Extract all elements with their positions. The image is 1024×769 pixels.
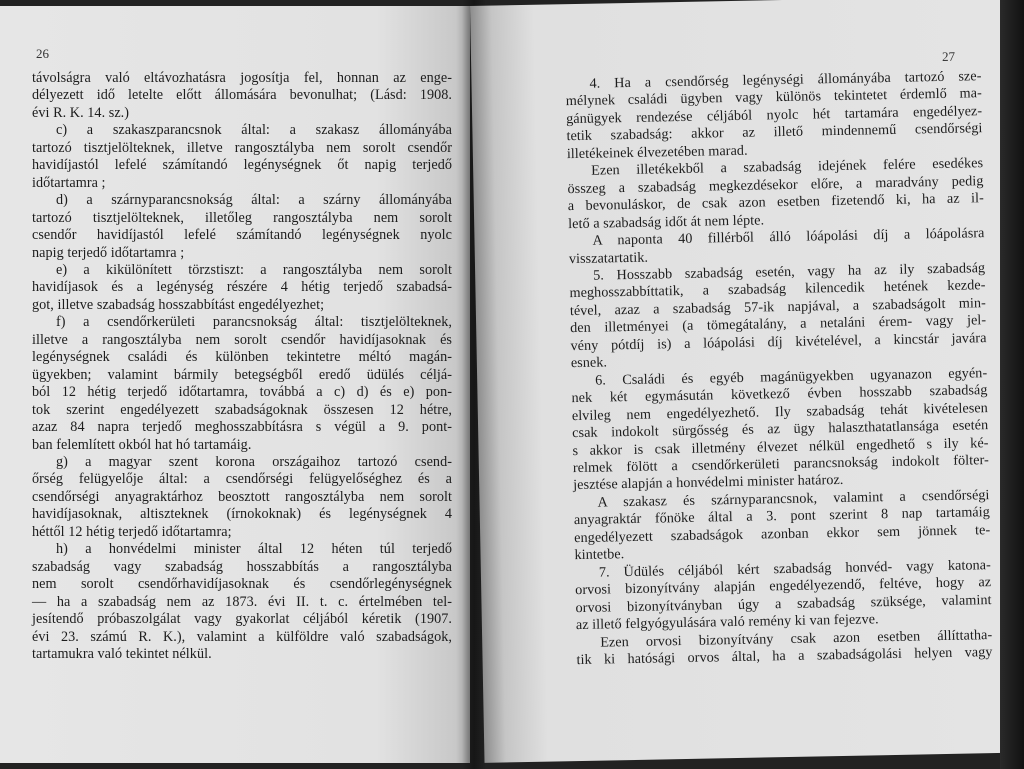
text-line: Ezen orvosi bizonyítvány csak azon esetben állíttatha-	[600, 626, 993, 651]
text-line: jesztése alapján a honvédelmi minister határoz.	[573, 472, 844, 494]
text-line: összeg a szabadság megkezdésekor előre, a maradvány pedig	[567, 172, 984, 197]
text-line: s akkor is csak illetmény élvezet nélkül engedhető s ily ké-	[572, 434, 989, 459]
text-line: havidíjastól lefelé számítandó legénységnek őt napig terjedő	[32, 157, 452, 174]
text-line: nek két egymásután következő évben hosszabb szabadság	[571, 382, 988, 407]
text-line: 5. Hosszabb szabadság esetén, vagy ha az ily szabadság	[593, 260, 986, 284]
text-line: havidíjasok és a legénység részére 4 hétig terjedő szabadsá-	[32, 279, 452, 296]
text-line: ból 12 hétig terjedő időtartamra, továbbá a c) d) és e) pon-	[32, 384, 452, 401]
text-line: e) a kikülönített törzstiszt: a rangosztályba nem sorolt	[56, 261, 452, 278]
text-line: őrség felügyelője által: a csendőrségi felügyelőséghez és a	[32, 471, 452, 488]
text-line: A szakasz és szárnyparancsnok, valamint a csendőrségi	[597, 486, 990, 511]
text-line: illetve a rangosztályba nem sorolt csendőr havidíjasoknak és	[32, 331, 452, 348]
text-line: a bevonuláskor, de csak azon esetben fizetendő ki, ha az il-	[567, 190, 984, 215]
text-line: azaz 84 napra terjedő meghosszabbításra s végül a 9. pont-	[32, 419, 452, 436]
text-line: 6. Családi és egyéb magánügyekben ugyanazon egyén-	[595, 364, 988, 389]
right-page-text	[565, 68, 992, 669]
text-line: illetékeinek élvezetében marad.	[566, 142, 748, 162]
text-line: ban felemlített okból hat hó tartamáig.	[32, 436, 252, 453]
text-line: elvileg nem engedélyezhető. Ily szabadság tehát kivételesen	[571, 399, 988, 424]
text-line: szabadság vagy szabadság hosszabbítás a rangosztályba	[32, 558, 452, 575]
text-line: tetik szabadság: akkor az illető mindennemű csendőrségi	[566, 120, 983, 145]
text-line: nem sorolt csendőrhavidíjasoknak és csendőrlegénységnek	[32, 576, 452, 593]
text-line: távolságra való eltávozhatásra jogosítja fel, honnan az enge-	[32, 70, 452, 86]
text-line: visszatartatik.	[568, 249, 649, 267]
text-line: időtartamra ;	[32, 174, 106, 191]
text-line: orvosi bizonyítvány alapján engedélyezendő, feltéve, hogy az	[575, 574, 992, 599]
text-line: vény pótdíj is) a lóápolási díj kivételével, a kincstár javára	[570, 329, 987, 354]
page-number-left: 26	[36, 46, 49, 61]
text-line: 4. Ha a csendőrség legénységi állományába tartozó sze-	[589, 68, 982, 92]
text-line: tartozó tisztjelölteknek, illetőleg rangosztályba nem sorolt	[32, 209, 452, 226]
text-line: tével, azaz a szabadság 57-ik napjával, a szabadságolt min-	[569, 295, 986, 320]
text-line: tok szerint engedélyezett szabadságoknak összesen 12 hétre,	[32, 401, 452, 418]
text-line: engedélyezett szabadságok azonban ekkor sem jönnek te-	[574, 521, 991, 546]
text-line: délyezett idő letelte előtt állomására bevonulhat; (Lásd: 1908.	[32, 87, 452, 104]
text-line: got, illetve szabadság hosszabbítást engedélyezhet;	[32, 296, 325, 313]
text-line: den illetményei (a tömegátalány, a netaláni érem- vagy jel-	[570, 312, 987, 337]
page-number-right: 27	[941, 48, 956, 64]
text-line: csendőrségi anyagraktárhoz beosztott rangosztályba nem sorolt	[32, 488, 452, 505]
text-line: meghosszabbíttatik, a szabadság kilencedik hetének kezde-	[569, 277, 986, 302]
text-line: relmek fölött a csendőrkerületi parancsnokság indokolt fölter-	[572, 452, 989, 477]
text-line: f) a csendőrkerületi parancsnokság által: tisztjelölteknek,	[56, 314, 452, 331]
text-line: jesítendő próbaszolgálat vagy gyakorlat céljából kéretik (1907.	[32, 611, 452, 628]
left-page-text	[32, 70, 452, 663]
text-line: tartamukra való tekintet nélkül.	[32, 645, 212, 662]
text-line: tik ki hatósági orvos által, ha a szabadságolási helyen vagy	[576, 644, 993, 669]
text-line: g) a magyar szent korona országaihoz tartozó csend-	[56, 453, 452, 470]
right-page	[470, 0, 1016, 763]
text-line: évi R. K. 14. sz.)	[32, 104, 130, 121]
text-line: héttől 12 hétig terjedő időtartamra;	[32, 523, 232, 540]
text-line: az illető felgyógyulására való remény ki van fejezve.	[575, 611, 879, 634]
text-line: kintetbe.	[574, 546, 625, 564]
text-line: orvosi bizonyítványban úgy a szabadság szüksége, valamint	[575, 591, 992, 616]
text-line: legénységnek családi és különben tekintetre méltó magán-	[32, 349, 452, 366]
text-line: ügyekben; valamint bármily betegségből eredő üdülés céljá-	[32, 366, 452, 383]
text-line: tartozó tisztjelölteknek, illetve rangosztályba nem sorolt csendőr	[32, 139, 452, 156]
text-line: — ha a szabadság nem az 1873. évi II. t. c. értelmében tel-	[32, 593, 452, 610]
text-line: c) a szakaszparancsnok által: a szakasz állományába	[56, 122, 452, 139]
text-line: Ezen illetékekből a szabadság idejének felére esedékes	[591, 155, 984, 179]
text-line: havidíjasoknak, altiszteknek (írnokoknak) és legénységnek 4	[32, 506, 452, 523]
text-line: 7. Üdülés céljából kért szabadság honvéd- vagy katona-	[598, 556, 991, 581]
text-line: csak indokolt sürgősség és az ügy halaszthatatlansága esetén	[572, 417, 989, 442]
text-line: d) a szárnyparancsnokság által: a szárny állományába	[56, 192, 452, 209]
text-line: napig terjedő időtartamra ;	[32, 244, 185, 261]
text-line: esnek.	[570, 354, 608, 372]
text-line: lető a szabadság időt át nem lépte.	[568, 212, 765, 232]
text-line: h) a honvédelmi minister által 12 héten túl terjedő	[56, 541, 452, 558]
text-line: gánügyek rendezése céljából nyolc hét tartamára engedélyez-	[566, 103, 983, 128]
left-page	[0, 6, 470, 763]
text-line: évi 23. számú R. K.), valamint a külföldre való szabadságok,	[32, 628, 452, 645]
text-line: A naponta 40 fillérből álló lóápolási díj a lóápolásra	[592, 225, 985, 249]
background-edge	[1000, 0, 1024, 769]
text-line: anyagraktár főnöke által a 3. pont szerint 8 nap tartamáig	[573, 504, 990, 529]
text-line: mélynek családi ügyben vagy különös tekintetet érdemlő ma-	[565, 85, 982, 110]
text-line: csendőr havidíjastól lefelé számítandó legénységnek nyolc	[32, 227, 452, 244]
